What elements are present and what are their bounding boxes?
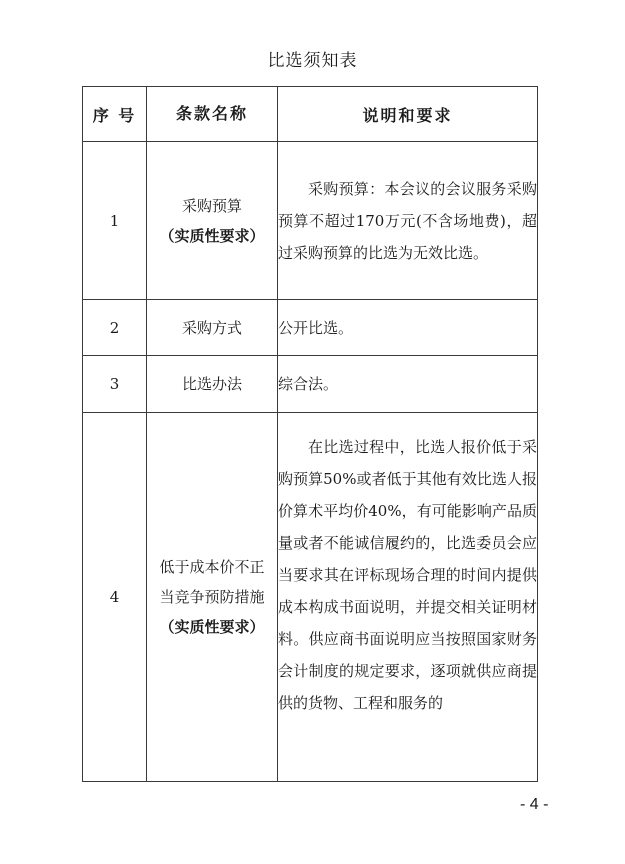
- row-description: [278, 300, 538, 356]
- requirements-table: [82, 86, 538, 782]
- description-text: 公开比选。: [278, 318, 354, 337]
- clause-subtitle: （实质性要求）: [159, 618, 265, 636]
- header-description: 说明和要求: [278, 87, 538, 142]
- header-index: 序 号: [83, 87, 147, 142]
- row-index: 2: [83, 300, 147, 356]
- table-row: [83, 413, 538, 782]
- table-row: [83, 300, 538, 356]
- row-clause-name: [147, 413, 278, 782]
- table-row: [83, 356, 538, 413]
- row-clause-name: 比选办法: [147, 356, 278, 413]
- row-index: 3: [83, 356, 147, 413]
- table-header-row: [83, 87, 538, 142]
- page-number: - 4 -: [520, 796, 549, 813]
- clause-subtitle: （实质性要求）: [159, 226, 265, 245]
- row-index: 1: [83, 142, 147, 300]
- page-title: 比选须知表: [267, 51, 358, 71]
- description-text: 在比选过程中，比选人报价低于采购预算50%或者低于其他有效比选人报价算术平均价40%，有可能影响产品质量或者不能诚信履约的，比选委员会应当要求其在评标现场合理的时间内提供成本构成书面说明，并提交相关证明材料。供应商书面说明应当按照国家财务会计制度的规定要求，逐项就供应商提供的货物、工程和服务的: [278, 438, 537, 712]
- row-clause-name: 采购方式: [147, 300, 278, 356]
- header-clause-name: 条款名称: [147, 87, 278, 142]
- row-clause-name: [147, 142, 278, 300]
- description-text: 综合法。: [278, 375, 339, 393]
- table-row: [83, 142, 538, 300]
- row-description: [278, 142, 538, 300]
- row-description: [278, 356, 538, 413]
- description-text: 采购预算：本会议的会议服务采购预算不超过170万元(不含场地费)，超过采购预算的比选为无效比选。: [278, 179, 537, 262]
- clause-title: 采购预算: [181, 196, 242, 215]
- row-index: 4: [83, 413, 147, 782]
- row-description: [278, 413, 538, 782]
- clause-title: 低于成本价不正当竞争预防措施: [159, 558, 265, 606]
